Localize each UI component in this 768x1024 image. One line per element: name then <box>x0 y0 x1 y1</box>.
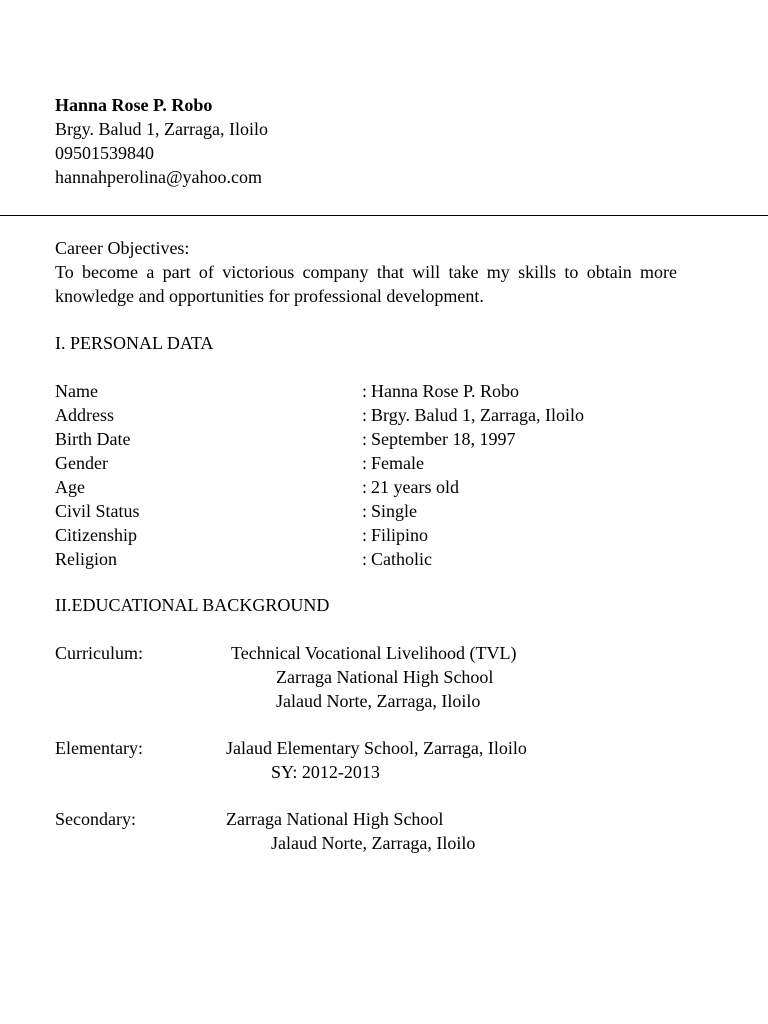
personal-row: Age : 21 years old <box>55 477 459 497</box>
personal-label: Address <box>55 405 114 425</box>
curriculum-line: Technical Vocational Livelihood (TVL) <box>231 643 517 663</box>
career-objectives <box>55 236 677 308</box>
applicant-email: hannahperolina@yahoo.com <box>55 167 263 187</box>
elementary-line: Jalaud Elementary School, Zarraga, Iloilo <box>226 738 527 758</box>
educational-background-title: II.EDUCATIONAL BACKGROUND <box>55 595 330 615</box>
personal-label: Birth Date <box>55 429 131 449</box>
personal-row: Religion : Catholic <box>55 549 433 569</box>
curriculum-line: Zarraga National High School <box>276 667 494 687</box>
personal-row: Gender : Female <box>55 453 424 473</box>
personal-value: Catholic <box>371 549 433 569</box>
curriculum-line: Jalaud Norte, Zarraga, Iloilo <box>276 691 481 711</box>
personal-data-table <box>55 379 675 571</box>
personal-value: Female <box>371 453 424 473</box>
header-divider <box>0 215 768 216</box>
personal-value: Single <box>371 501 418 521</box>
career-objectives-heading: Career Objectives: <box>55 238 190 258</box>
personal-row: Name : Hanna Rose P. Robo <box>55 381 520 401</box>
elementary-label: Elementary: <box>55 738 143 758</box>
personal-label: Gender <box>55 453 108 473</box>
personal-value: 21 years old <box>371 477 459 497</box>
personal-value: September 18, 1997 <box>371 429 516 449</box>
applicant-phone: 09501539840 <box>55 143 154 163</box>
secondary-label: Secondary: <box>55 809 136 829</box>
personal-value: Hanna Rose P. Robo <box>371 381 520 401</box>
personal-label: Name <box>55 381 98 401</box>
personal-label: Age <box>55 477 85 497</box>
personal-label: Civil Status <box>55 501 140 521</box>
personal-value: Brgy. Balud 1, Zarraga, Iloilo <box>371 405 584 425</box>
secondary-line: Zarraga National High School <box>226 809 444 829</box>
personal-row: Birth Date : September 18, 1997 <box>55 429 516 449</box>
career-objectives-text: To become a part of victorious company that will take my skills to obtain more knowledge and opportunities for professional development. <box>55 262 677 306</box>
applicant-name: Hanna Rose P. Robo <box>55 95 213 115</box>
applicant-address: Brgy. Balud 1, Zarraga, Iloilo <box>55 119 268 139</box>
personal-row: Address : Brgy. Balud 1, Zarraga, Iloilo <box>55 405 584 425</box>
personal-row: Civil Status : Single <box>55 501 418 521</box>
elementary-line: SY: 2012-2013 <box>271 762 380 782</box>
personal-label: Citizenship <box>55 525 137 545</box>
curriculum-label: Curriculum: <box>55 643 143 663</box>
contact-header <box>55 93 268 189</box>
personal-data-title: I. PERSONAL DATA <box>55 333 214 353</box>
personal-label: Religion <box>55 549 117 569</box>
secondary-line: Jalaud Norte, Zarraga, Iloilo <box>271 833 476 853</box>
personal-row: Citizenship : Filipino <box>55 525 429 545</box>
personal-value: Filipino <box>371 525 429 545</box>
